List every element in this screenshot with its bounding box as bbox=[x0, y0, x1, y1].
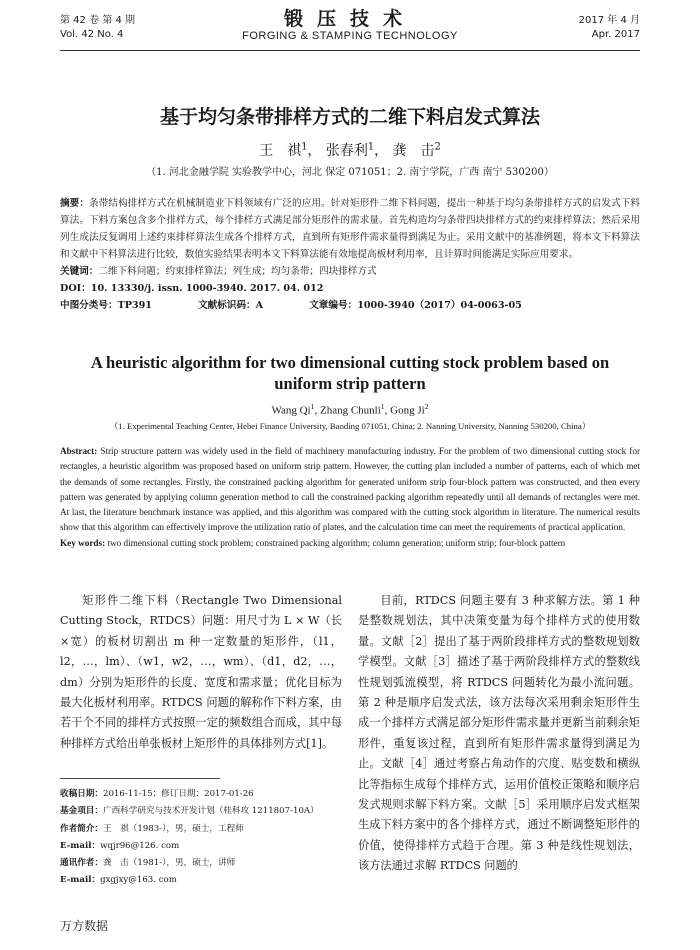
author-name: Gong Ji bbox=[390, 404, 425, 417]
abstract-en-block bbox=[60, 444, 640, 551]
body-paragraph: 目前，RTDCS 问题主要有 3 种求解方法。第 1 种是整数规划法，其中决策变量为每个排样方式的使用数量。文献［2］提出了基于两阶段排样方式的整数规划数学模型。文献［3］描述了基于两阶段排样方式的整数线性规划弧流模型，将 RTDCS 问题转化为最小流问题。第 2 种是顺序启发式法，该方法每次采用剩余矩形件生成一个排样方式满足部分矩形件需求量并更新当前剩余矩形件，重复该过程，直到所有矩形件需求量得到满足为止。文献［4］通过考察占角动作的穴度、贴变数和横纵比等指标生成每个排样方式，运用价值校正策略和顺序启发式规则求解下料方案。文献［5］采用顺序启发式框架生成下料方案中的各个排样方式，通过不断调整矩形件的价值，使得排样方式趋于合理。第 3 种是线性规划法，该方法通过求解 RTDCS 问题的 bbox=[358, 594, 640, 873]
clc-value: TP391 bbox=[117, 300, 152, 311]
author-affiliation-mark: 1 bbox=[301, 141, 308, 153]
author-affiliation-mark: 1 bbox=[380, 402, 385, 411]
abstract-text: 条带结构排样方式在机械制造业下料领域有广泛的应用。针对矩形件二维下料问题，提出一种基于均匀条带排样方式的启发式下料算法。下料方案包含多个排样方式，每个排样方式满足部分矩形件的需求量。首先构造均匀条带四块排样方式的约束排样算法；然后采用列生成法反复调用上述约束排样算法生成各个排样方式，直到所有矩形件需求量得到满足为止。采用文献中的基准例题，将本文下料算法和文献中下料算法进行比较，数值实验结果表明本文下料算法能有效地提高板材利用率，且计算时间能满足实际应用要求。 bbox=[60, 198, 641, 260]
abstract-cn-block bbox=[60, 195, 640, 314]
footnote-author-bio bbox=[60, 821, 342, 838]
paper-title-en: A heuristic algorithm for two dimensional cutting stock problem based on uniform strip pattern bbox=[90, 353, 610, 393]
footnote-text: 2016-11-15；修订日期：2017-01-26 bbox=[102, 789, 254, 799]
author-affiliation-mark: 2 bbox=[434, 141, 441, 153]
footnote-label: E-mail： bbox=[60, 840, 101, 851]
journal-date-info bbox=[579, 14, 640, 42]
footnote-email bbox=[60, 872, 342, 889]
footer-watermark: 万方数据 bbox=[60, 919, 109, 933]
footnote-text: 广西科学研究与技术开发计划（桂科攻 1211807-10A） bbox=[102, 806, 319, 817]
abstract-label: 摘要： bbox=[60, 198, 90, 209]
footnote-text: gxgjxy@163. com bbox=[100, 875, 177, 886]
doc-code-label: 文献标识码： bbox=[198, 300, 256, 311]
journal-masthead bbox=[200, 8, 500, 42]
date-cn: 2017 年 4 月 bbox=[578, 15, 640, 26]
author-name: Zhang Chunli bbox=[319, 404, 381, 417]
keywords-text: two dimensional cutting stock problem; constrained packing algorithm; column generation; uniform strip; four-block pattern bbox=[107, 537, 566, 548]
author-affiliation-mark: 1 bbox=[367, 141, 375, 153]
abstract-en bbox=[60, 444, 640, 536]
body-paragraph: 矩形件二维下料（Rectangle Two Dimensional Cutting Stock，RTDCS）问题：用尺寸为 L × W（长×宽）的板材切割出 m 种一定数量的矩形件，（l1，l2，…，lm）、（w1，w2，…，wm）、（d1，d2，…，dm）分别为矩形件的长度、宽度和需求量；优化目标为最大化板材利用率。RTDCS 问题的解称作下料方案，由若干个不同的排样方式按照一定的频数组合而成，其中每种排样方式给出单张板材上矩形件的具体排列方式[1]。 bbox=[60, 594, 342, 750]
footnote-label: E-mail： bbox=[60, 875, 101, 886]
footnote-label: 基金项目： bbox=[60, 806, 103, 817]
footnote-corresponding-author bbox=[60, 855, 342, 872]
date-en: Apr. 2017 bbox=[591, 29, 640, 40]
footnote-funding bbox=[60, 803, 342, 820]
abstract-cn bbox=[60, 195, 640, 263]
volume-cn: 第 42 卷 第 4 期 bbox=[60, 15, 135, 26]
author-name: 王 祺 bbox=[259, 143, 302, 159]
footnote-text: wqjr96@126. com bbox=[100, 840, 180, 851]
paper-title-cn: 基于均匀条带排样方式的二维下料启发式算法 bbox=[159, 106, 540, 128]
doi-value: 10. 13330/j. issn. 1000-3940. 2017. 04. 012 bbox=[90, 283, 324, 294]
footnote-label: 收稿日期： bbox=[60, 789, 103, 799]
author-name: 张春利 bbox=[325, 143, 368, 159]
footnote-text: 龚 击（1981-），男，硕士，讲师 bbox=[102, 858, 236, 869]
journal-title-cn: 锻压技术 bbox=[283, 8, 416, 30]
affiliation-en: （1. Experimental Teaching Center, Hebei Finance University, Baoding 071051, China; 2. Nanning University, Nanning 530200, China） bbox=[109, 421, 591, 431]
footnotes bbox=[60, 786, 342, 890]
footnote-divider bbox=[60, 778, 220, 779]
journal-title-en: FORGING & STAMPING TECHNOLOGY bbox=[242, 30, 458, 42]
classification-line bbox=[60, 297, 640, 314]
footnote-received bbox=[60, 786, 342, 803]
journal-volume-info bbox=[60, 14, 135, 42]
doi-label: DOI： bbox=[60, 283, 91, 294]
abstract-text: Strip structure pattern was widely used in the field of machinery manufacturing industry. For the problem of two dimensional cutting stock for rectangles, a heuristic algorithm was proposed based on uniform strip pattern. However, the cutting plan included a number of patterns, each of which met the demands of some rectangles. Firstly, the constrained packing algorithm for generated uniform strip four-block pattern was constructed, and then every pattern was generated by applying column generation method to call the constrained packing algorithm repeatedly until all demands of rectangles were met. At last, the literature benchmark instance was applied, and this algorithm was compared with the cutting stock algorithm in literature. The numerical results show that this algorithm can effectively improve the utilization ratio of plates, and the calculation time can meet the requirements of practical application. bbox=[60, 446, 641, 533]
author-name: Wang Qi bbox=[271, 404, 311, 417]
footnote-label: 通讯作者： bbox=[60, 858, 103, 869]
keywords-en bbox=[60, 536, 640, 551]
keywords-label: Key words: bbox=[60, 537, 106, 548]
keywords-cn bbox=[60, 263, 640, 280]
volume-en: Vol. 42 No. 4 bbox=[60, 29, 124, 40]
abstract-label: Abstract: bbox=[60, 446, 98, 456]
keywords-label: 关键词： bbox=[60, 266, 99, 277]
header-divider bbox=[60, 50, 640, 51]
clc-label: 中图分类号： bbox=[60, 300, 118, 311]
keywords-text: 二维下料问题；约束排样算法；列生成；均匀条带；四块排样方式 bbox=[98, 266, 377, 277]
body-column-right bbox=[358, 591, 640, 877]
article-number-value: 1000-3940（2017）04-0063-05 bbox=[357, 300, 522, 311]
affiliation-cn: （1. 河北金融学院 实验教学中心，河北 保定 071051；2. 南宁学院，广西 南宁 530200） bbox=[146, 167, 554, 178]
doi-line bbox=[60, 280, 640, 297]
author-affiliation-mark: 2 bbox=[424, 402, 429, 411]
doc-code-value: A bbox=[255, 300, 264, 311]
author-name: 龚 击 bbox=[392, 143, 435, 159]
author-list-cn: 王 祺$^1$， 张春利$^1$， 龚 击$^2$ bbox=[259, 141, 441, 159]
footnote-email bbox=[60, 838, 342, 855]
author-affiliation-mark: 1 bbox=[310, 402, 315, 411]
body-column-left bbox=[60, 591, 342, 754]
article-number-label: 文章编号： bbox=[309, 300, 358, 311]
footnote-label: 作者简介： bbox=[60, 823, 103, 834]
author-list-en: Wang Qi$^1$, Zhang Chunli$^1$, Gong Ji$^2$ bbox=[271, 402, 429, 417]
footnote-text: 王 祺（1983-），男，硕士，工程师 bbox=[102, 823, 244, 834]
